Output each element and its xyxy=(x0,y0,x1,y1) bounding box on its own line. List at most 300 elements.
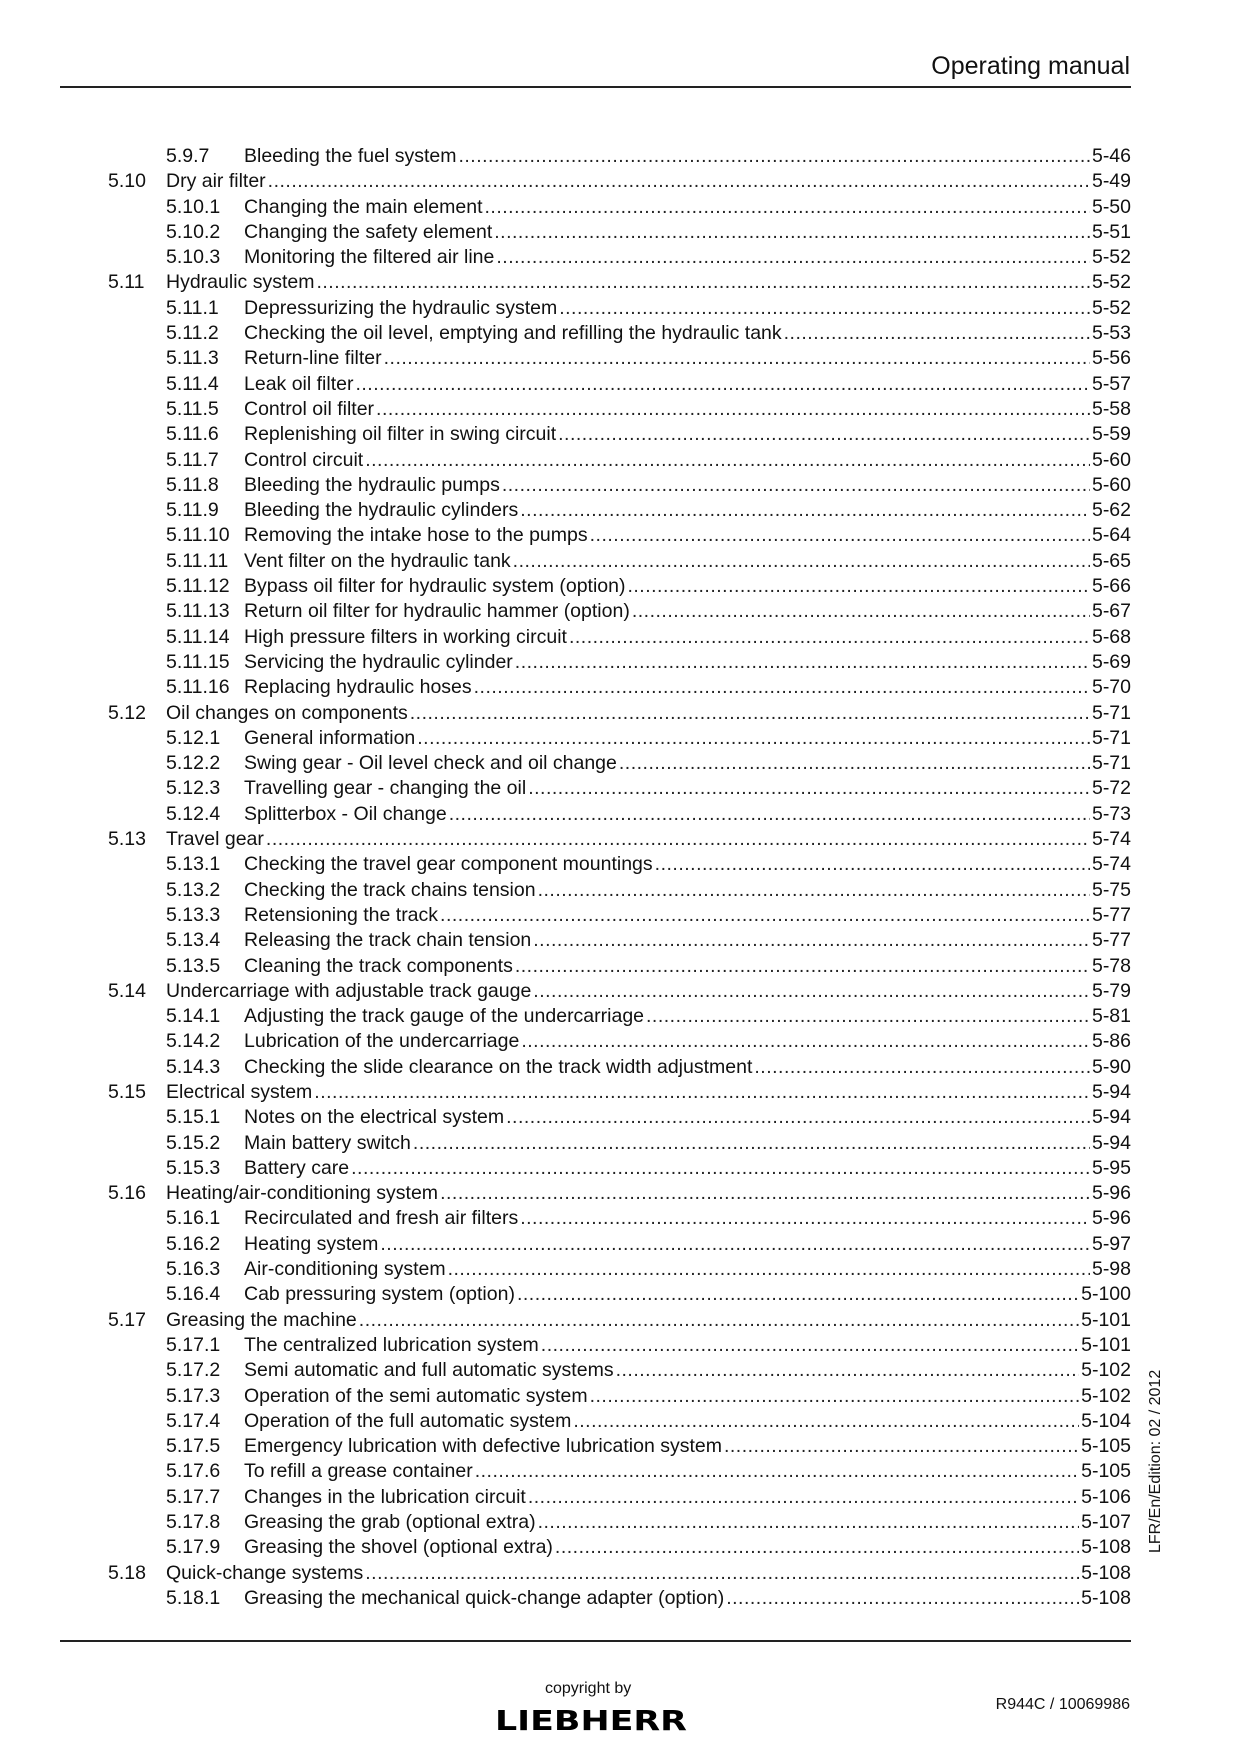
toc-entry-title: Return-line filter xyxy=(244,347,382,370)
toc-page-number: 5-102 xyxy=(1081,1384,1131,1407)
toc-dot-leader xyxy=(458,144,1090,169)
toc-page-number: 5-56 xyxy=(1091,347,1131,370)
toc-entry xyxy=(60,372,1131,397)
toc-entry-title: Travelling gear - changing the oil xyxy=(244,777,527,800)
toc-entry xyxy=(60,574,1131,599)
toc-section-number: 5.11.1 xyxy=(166,296,219,319)
toc-section-number: 5.11.4 xyxy=(166,372,219,395)
toc-page-number: 5-46 xyxy=(1091,145,1131,167)
toc-section-number: 5.15.3 xyxy=(166,1156,221,1179)
toc-page-number: 5-73 xyxy=(1091,802,1131,825)
toc-entry-line xyxy=(244,195,1131,220)
toc-entry xyxy=(60,701,1131,726)
toc-entry xyxy=(60,422,1131,447)
toc-entry-line xyxy=(244,1156,1131,1181)
toc-entry-title: Servicing the hydraulic cylinder xyxy=(244,650,513,673)
toc-entry xyxy=(60,1409,1131,1434)
toc-dot-leader xyxy=(517,1282,1079,1307)
toc-entry xyxy=(60,346,1131,371)
toc-dot-leader xyxy=(417,726,1090,751)
toc-entry-line xyxy=(244,144,1131,169)
toc-page-number: 5-105 xyxy=(1081,1435,1131,1458)
toc-page-number: 5-71 xyxy=(1091,752,1131,775)
toc-section-number: 5.11.2 xyxy=(166,322,219,345)
toc-entry xyxy=(60,954,1131,979)
toc-page-number: 5-72 xyxy=(1091,777,1131,800)
toc-dot-leader xyxy=(413,1131,1090,1156)
toc-entry-title: Heating system xyxy=(244,1232,379,1255)
toc-entry xyxy=(60,1308,1131,1333)
toc-dot-leader xyxy=(448,1257,1090,1282)
toc-entry xyxy=(60,1080,1131,1105)
toc-entry-line xyxy=(244,549,1131,574)
toc-entry-title: Adjusting the track gauge of the undercarriage xyxy=(244,1005,645,1028)
toc-page-number: 5-108 xyxy=(1081,1561,1131,1584)
toc-entry xyxy=(60,1434,1131,1459)
toc-entry-line xyxy=(166,1561,1131,1586)
toc-page-number: 5-57 xyxy=(1091,372,1131,395)
toc-entry xyxy=(60,1029,1131,1054)
toc-section-number: 5.11.7 xyxy=(166,448,219,471)
toc-dot-leader xyxy=(496,245,1090,270)
toc-entry-title: Changing the main element xyxy=(244,195,483,218)
toc-entry xyxy=(60,523,1131,548)
toc-dot-leader xyxy=(555,1535,1079,1560)
toc-section-number: 5.11.13 xyxy=(166,600,230,623)
toc-entry xyxy=(60,827,1131,852)
toc-entry-title: Electrical system xyxy=(166,1080,313,1103)
toc-dot-leader xyxy=(475,1459,1079,1484)
toc-dot-leader xyxy=(355,372,1090,397)
toc-dot-leader xyxy=(314,1080,1090,1105)
toc-entry-title: Bleeding the fuel system xyxy=(244,145,457,167)
toc-dot-leader xyxy=(474,675,1090,700)
toc-dot-leader xyxy=(266,827,1090,852)
toc-entry-line xyxy=(244,1459,1131,1484)
toc-page-number: 5-94 xyxy=(1091,1106,1131,1129)
toc-entry-title: Travel gear xyxy=(166,828,264,851)
toc-entry xyxy=(60,1333,1131,1358)
toc-entry xyxy=(60,473,1131,498)
toc-section-number: 5.16.1 xyxy=(166,1207,221,1230)
toc-entry-line xyxy=(244,1333,1131,1358)
toc-page-number: 5-108 xyxy=(1081,1536,1131,1559)
toc-dot-leader xyxy=(655,852,1090,877)
toc-entry xyxy=(60,144,1131,169)
toc-entry-title: Notes on the electrical system xyxy=(244,1106,505,1129)
toc-page-number: 5-77 xyxy=(1091,929,1131,952)
toc-section-number: 5.17.1 xyxy=(166,1333,221,1356)
toc-entry-line xyxy=(244,852,1131,877)
toc-section-number: 5.10.1 xyxy=(166,195,221,218)
toc-entry-line xyxy=(244,1535,1131,1560)
toc-page-number: 5-77 xyxy=(1091,903,1131,926)
toc-entry-title: Replenishing oil filter in swing circuit xyxy=(244,423,557,446)
toc-entry-line xyxy=(166,270,1131,295)
toc-entry-line xyxy=(244,1105,1131,1130)
toc-page-number: 5-105 xyxy=(1081,1460,1131,1483)
toc-section-number: 5.12.4 xyxy=(166,802,221,825)
toc-page-number: 5-100 xyxy=(1081,1283,1131,1306)
toc-section-number: 5.13.5 xyxy=(166,954,221,977)
toc-entry-title: To refill a grease container xyxy=(244,1460,473,1483)
toc-entry-title: Dry air filter xyxy=(166,170,266,193)
toc-entry-line xyxy=(166,701,1131,726)
toc-entry-title: High pressure filters in working circuit xyxy=(244,625,567,648)
toc-entry-line xyxy=(244,1586,1131,1611)
page-header-title: Operating manual xyxy=(931,52,1130,80)
toc-page-number: 5-52 xyxy=(1091,246,1131,269)
toc-entry-line xyxy=(244,928,1131,953)
toc-entry xyxy=(60,245,1131,270)
toc-entry-title: Operation of the full automatic system xyxy=(244,1409,572,1432)
toc-page-number: 5-52 xyxy=(1091,271,1131,294)
toc-dot-leader xyxy=(559,296,1090,321)
toc-section-number: 5.18.1 xyxy=(166,1586,221,1609)
toc-entry xyxy=(60,625,1131,650)
toc-entry-line xyxy=(244,397,1131,422)
toc-dot-leader xyxy=(410,701,1090,726)
toc-page-number: 5-101 xyxy=(1081,1333,1131,1356)
toc-entry-line xyxy=(166,1080,1131,1105)
toc-section-number: 5.15 xyxy=(108,1080,146,1103)
toc-entry-line xyxy=(244,1510,1131,1535)
toc-entry-title: Quick-change systems xyxy=(166,1561,364,1584)
toc-page-number: 5-107 xyxy=(1081,1511,1131,1534)
toc-entry-line xyxy=(244,625,1131,650)
toc-page-number: 5-96 xyxy=(1091,1182,1131,1205)
toc-entry-line xyxy=(244,1206,1131,1231)
toc-dot-leader xyxy=(440,1181,1090,1206)
toc-entry xyxy=(60,1206,1131,1231)
toc-entry-line xyxy=(244,954,1131,979)
toc-section-number: 5.17.9 xyxy=(166,1536,221,1559)
toc-entry xyxy=(60,650,1131,675)
toc-dot-leader xyxy=(590,1384,1080,1409)
toc-page-number: 5-106 xyxy=(1081,1485,1131,1508)
toc-page-number: 5-71 xyxy=(1091,701,1131,724)
toc-entry-line xyxy=(244,296,1131,321)
toc-dot-leader xyxy=(521,1029,1090,1054)
toc-entry-title: Lubrication of the undercarriage xyxy=(244,1030,520,1053)
toc-entry xyxy=(60,1358,1131,1383)
liebherr-logo-text: LIEBHERR xyxy=(495,1704,687,1734)
toc-entry-title: Cleaning the track components xyxy=(244,954,513,977)
toc-entry xyxy=(60,751,1131,776)
toc-dot-leader xyxy=(627,574,1090,599)
toc-dot-leader xyxy=(726,1586,1079,1611)
toc-entry-line xyxy=(244,448,1131,473)
toc-entry xyxy=(60,1561,1131,1586)
toc-entry xyxy=(60,1055,1131,1080)
toc-page-number: 5-102 xyxy=(1081,1359,1131,1382)
toc-entry xyxy=(60,220,1131,245)
toc-dot-leader xyxy=(515,650,1090,675)
toc-entry-title: Bleeding the hydraulic cylinders xyxy=(244,499,519,522)
toc-entry-line xyxy=(244,1257,1131,1282)
edition-text: LFR/En/Edition: 02 / 2012 xyxy=(1147,1369,1164,1553)
toc-entry-line xyxy=(244,1004,1131,1029)
toc-entry xyxy=(60,903,1131,928)
toc-entry-title: Greasing the mechanical quick-change adapter (option) xyxy=(244,1586,725,1609)
toc-entry-title: Checking the oil level, emptying and refilling the hydraulic tank xyxy=(244,322,782,345)
toc-entry-title: Releasing the track chain tension xyxy=(244,929,532,952)
toc-entry-title: Hydraulic system xyxy=(166,271,315,294)
toc-section-number: 5.12.1 xyxy=(166,726,221,749)
toc-dot-leader xyxy=(533,979,1090,1004)
toc-dot-leader xyxy=(351,1156,1090,1181)
toc-section-number: 5.11.16 xyxy=(166,676,230,699)
toc-dot-leader xyxy=(724,1434,1079,1459)
toc-section-number: 5.11.12 xyxy=(166,575,230,598)
toc-entry-title: Changes in the lubrication circuit xyxy=(244,1485,526,1508)
toc-entry-line xyxy=(166,1181,1131,1206)
toc-section-number: 5.16.4 xyxy=(166,1283,221,1306)
toc-entry-title: The centralized lubrication system xyxy=(244,1333,539,1356)
toc-page-number: 5-60 xyxy=(1091,473,1131,496)
toc-entry xyxy=(60,928,1131,953)
toc-page-number: 5-51 xyxy=(1091,220,1131,243)
toc-dot-leader xyxy=(573,1409,1079,1434)
toc-dot-leader xyxy=(533,928,1090,953)
toc-entry xyxy=(60,802,1131,827)
toc-dot-leader xyxy=(449,802,1090,827)
toc-dot-leader xyxy=(359,1308,1079,1333)
toc-page-number: 5-53 xyxy=(1091,322,1131,345)
toc-entry xyxy=(60,852,1131,877)
toc-entry-line xyxy=(244,1055,1131,1080)
toc-section-number: 5.14 xyxy=(108,979,146,1002)
toc-dot-leader xyxy=(494,220,1090,245)
toc-section-number: 5.11.5 xyxy=(166,397,219,420)
toc-section-number: 5.11.3 xyxy=(166,347,219,370)
toc-section-number: 5.17.6 xyxy=(166,1460,221,1483)
toc-entry-title: Replacing hydraulic hoses xyxy=(244,676,472,699)
toc-dot-leader xyxy=(528,776,1090,801)
toc-entry xyxy=(60,1181,1131,1206)
toc-page-number: 5-69 xyxy=(1091,650,1131,673)
toc-dot-leader xyxy=(616,1358,1080,1383)
copyright-text: copyright by xyxy=(545,1680,632,1697)
toc-entry xyxy=(60,675,1131,700)
toc-entry-line xyxy=(244,1282,1131,1307)
toc-entry xyxy=(60,1459,1131,1484)
toc-dot-leader xyxy=(365,448,1090,473)
toc-section-number: 5.17.8 xyxy=(166,1511,221,1534)
toc-section-number: 5.17.4 xyxy=(166,1409,221,1432)
toc-entry-title: Checking the track chains tension xyxy=(244,878,536,901)
toc-section-number: 5.16.3 xyxy=(166,1258,221,1281)
toc-page-number: 5-95 xyxy=(1091,1156,1131,1179)
toc-entry-title: Oil changes on components xyxy=(166,701,408,724)
toc-entry-line xyxy=(244,245,1131,270)
toc-dot-leader xyxy=(784,321,1090,346)
footer-rule xyxy=(60,1640,1131,1642)
toc-page-number: 5-86 xyxy=(1091,1030,1131,1053)
toc-page-number: 5-60 xyxy=(1091,448,1131,471)
toc-entry xyxy=(60,1156,1131,1181)
toc-page-number: 5-58 xyxy=(1091,397,1131,420)
toc-page-number: 5-94 xyxy=(1091,1131,1131,1154)
toc-dot-leader xyxy=(569,625,1090,650)
toc-dot-leader xyxy=(365,1561,1079,1586)
toc-dot-leader xyxy=(485,195,1090,220)
toc-entry xyxy=(60,776,1131,801)
toc-entry xyxy=(60,1105,1131,1130)
toc-entry xyxy=(60,1004,1131,1029)
toc-entry-title: Recirculated and fresh air filters xyxy=(244,1207,519,1230)
toc-section-number: 5.13.4 xyxy=(166,929,221,952)
toc-page-number: 5-65 xyxy=(1091,549,1131,572)
toc-page-number: 5-62 xyxy=(1091,499,1131,522)
toc-section-number: 5.10.2 xyxy=(166,220,221,243)
toc-section-number: 5.11.14 xyxy=(166,625,230,648)
toc-page-number: 5-97 xyxy=(1091,1232,1131,1255)
toc-dot-leader xyxy=(316,270,1090,295)
toc-page-number: 5-68 xyxy=(1091,625,1131,648)
toc-entry-line xyxy=(244,650,1131,675)
toc-entry xyxy=(60,1131,1131,1156)
toc-section-number: 5.12.3 xyxy=(166,777,221,800)
toc-page-number: 5-52 xyxy=(1091,296,1131,319)
toc-page-number: 5-64 xyxy=(1091,524,1131,547)
toc-dot-leader xyxy=(520,498,1090,523)
toc-page-number: 5-98 xyxy=(1091,1258,1131,1281)
toc-page-number: 5-59 xyxy=(1091,423,1131,446)
toc-page-number: 5-101 xyxy=(1081,1308,1131,1331)
toc-entry-title: Emergency lubrication with defective lubrication system xyxy=(244,1435,722,1458)
toc-entry-line xyxy=(244,1131,1131,1156)
toc-entry xyxy=(60,498,1131,523)
toc-entry-line xyxy=(244,1409,1131,1434)
toc-dot-leader xyxy=(538,878,1090,903)
toc-section-number: 5.15.2 xyxy=(166,1131,221,1154)
toc-dot-leader xyxy=(754,1055,1090,1080)
toc-section-number: 5.11.9 xyxy=(166,499,219,522)
toc-page-number: 5-90 xyxy=(1091,1055,1131,1078)
toc-entry-line xyxy=(244,675,1131,700)
toc-dot-leader xyxy=(632,599,1090,624)
toc-section-number: 5.17.3 xyxy=(166,1384,221,1407)
toc-section-number: 5.14.1 xyxy=(166,1005,221,1028)
toc-entry-title: Return oil filter for hydraulic hammer (option) xyxy=(244,600,630,623)
toc-entry-line xyxy=(244,726,1131,751)
toc-entry-title: Swing gear - Oil level check and oil change xyxy=(244,752,617,775)
toc-page-number: 5-67 xyxy=(1091,600,1131,623)
toc-entry-line xyxy=(244,1358,1131,1383)
toc-entry-title: Greasing the shovel (optional extra) xyxy=(244,1536,553,1559)
toc-dot-leader xyxy=(376,397,1090,422)
toc-entry-title: Control oil filter xyxy=(244,397,375,420)
toc-section-number: 5.11.10 xyxy=(166,524,230,547)
toc-entry xyxy=(60,549,1131,574)
toc-entry-title: Changing the safety element xyxy=(244,220,493,243)
toc-entry-line xyxy=(244,1029,1131,1054)
header-rule xyxy=(60,86,1131,88)
toc-dot-leader xyxy=(268,169,1090,194)
toc-entry-title: Vent filter on the hydraulic tank xyxy=(244,549,511,572)
toc-dot-leader xyxy=(440,903,1090,928)
toc-entry-line xyxy=(166,827,1131,852)
toc-entry-line xyxy=(244,1485,1131,1510)
toc-dot-leader xyxy=(538,1510,1080,1535)
toc-section-number: 5.14.3 xyxy=(166,1055,221,1078)
toc-section-number: 5.17.5 xyxy=(166,1435,221,1458)
toc-dot-leader xyxy=(513,549,1090,574)
toc-entry-title: Undercarriage with adjustable track gauge xyxy=(166,979,532,1002)
toc-page-number: 5-49 xyxy=(1091,170,1131,193)
toc-page-number: 5-50 xyxy=(1091,195,1131,218)
toc-entry xyxy=(60,397,1131,422)
toc-section-number: 5.17 xyxy=(108,1308,146,1331)
toc-dot-leader xyxy=(528,1485,1079,1510)
toc-entry-line xyxy=(244,473,1131,498)
toc-dot-leader xyxy=(515,954,1090,979)
toc-dot-leader xyxy=(520,1206,1090,1231)
toc-entry-title: Checking the slide clearance on the track width adjustment xyxy=(244,1055,753,1078)
toc-entry-title: Battery care xyxy=(244,1156,350,1179)
toc-section-number: 5.15.1 xyxy=(166,1106,221,1129)
toc-entry-line xyxy=(244,802,1131,827)
toc-page-number: 5-74 xyxy=(1091,853,1131,876)
toc-section-number: 5.11.6 xyxy=(166,423,219,446)
toc-entry-title: Heating/air-conditioning system xyxy=(166,1182,439,1205)
toc-entry xyxy=(60,1384,1131,1409)
toc-entry-line xyxy=(244,878,1131,903)
toc-entry-line xyxy=(244,1232,1131,1257)
toc-page-number: 5-75 xyxy=(1091,878,1131,901)
table-of-contents xyxy=(60,144,1131,1611)
toc-entry-line xyxy=(244,346,1131,371)
toc-entry-title: Leak oil filter xyxy=(244,372,354,395)
toc-entry xyxy=(60,599,1131,624)
toc-section-number: 5.10 xyxy=(108,170,146,193)
toc-entry xyxy=(60,321,1131,346)
toc-entry-title: Control circuit xyxy=(244,448,364,471)
toc-section-number: 5.13.1 xyxy=(166,853,221,876)
toc-section-number: 5.13.3 xyxy=(166,903,221,926)
toc-entry-line xyxy=(244,498,1131,523)
toc-entry-line xyxy=(244,422,1131,447)
toc-dot-leader xyxy=(619,751,1090,776)
toc-page-number: 5-79 xyxy=(1091,979,1131,1002)
toc-entry-line xyxy=(244,220,1131,245)
toc-entry xyxy=(60,726,1131,751)
toc-section-number: 5.16.2 xyxy=(166,1232,221,1255)
toc-section-number: 5.11.11 xyxy=(166,549,229,572)
toc-entry-title: Depressurizing the hydraulic system xyxy=(244,296,558,319)
toc-page-number: 5-71 xyxy=(1091,726,1131,749)
toc-entry xyxy=(60,296,1131,321)
toc-entry-line xyxy=(244,1434,1131,1459)
toc-entry-title: Operation of the semi automatic system xyxy=(244,1384,588,1407)
toc-entry-line xyxy=(244,574,1131,599)
toc-page-number: 5-70 xyxy=(1091,676,1131,699)
toc-section-number: 5.11 xyxy=(108,271,145,294)
toc-entry-title: Bleeding the hydraulic pumps xyxy=(244,473,500,496)
toc-section-number: 5.13.2 xyxy=(166,878,221,901)
toc-entry xyxy=(60,270,1131,295)
toc-entry-title: Retensioning the track xyxy=(244,903,439,926)
toc-dot-leader xyxy=(502,473,1090,498)
toc-dot-leader xyxy=(384,346,1090,371)
toc-entry xyxy=(60,1282,1131,1307)
toc-page-number: 5-108 xyxy=(1081,1586,1131,1609)
toc-section-number: 5.14.2 xyxy=(166,1030,221,1053)
toc-entry-title: Removing the intake hose to the pumps xyxy=(244,524,588,547)
toc-entry-title: Greasing the machine xyxy=(166,1308,357,1331)
toc-entry-line xyxy=(244,776,1131,801)
